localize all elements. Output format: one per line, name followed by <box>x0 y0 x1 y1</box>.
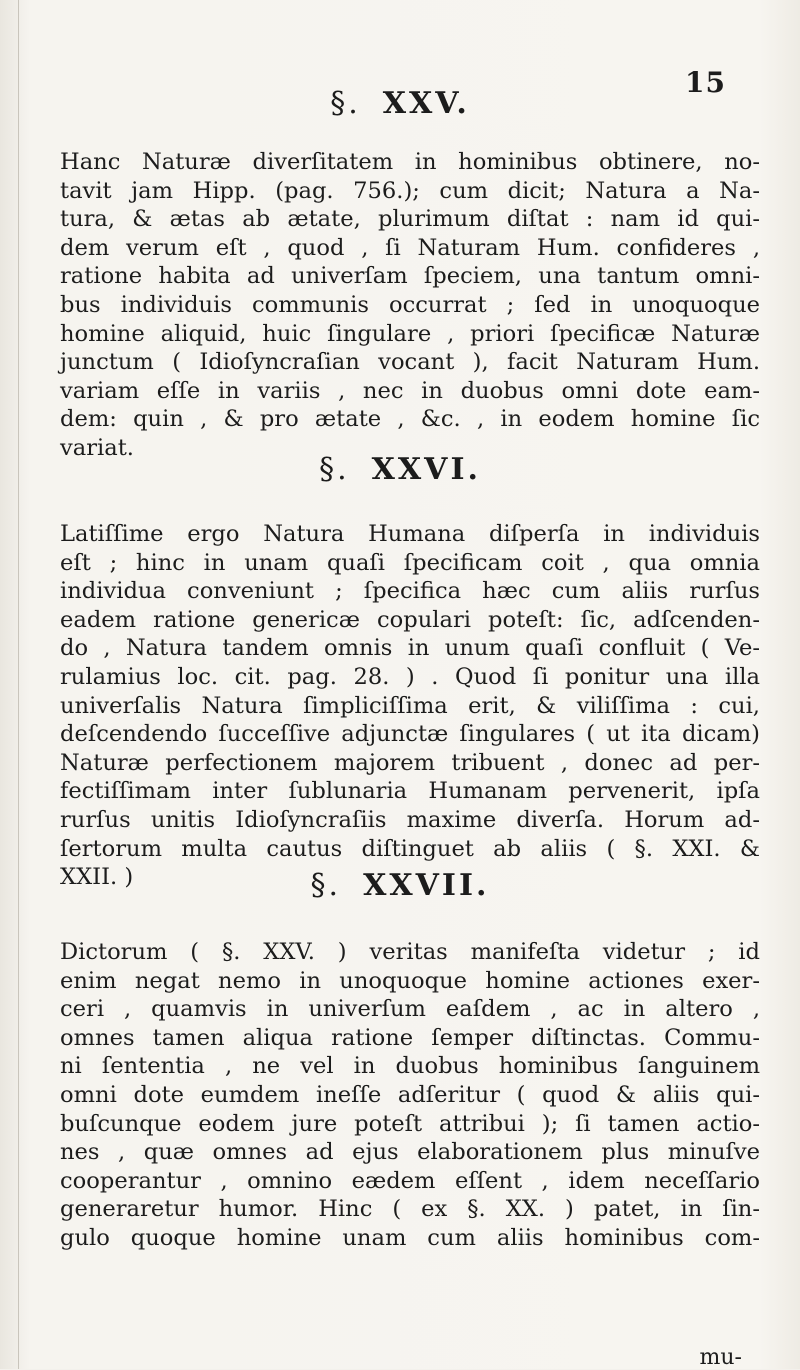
section-heading-xxvi <box>0 452 800 487</box>
text-line: Latiſſime ergo Natura Humana diſperſa in individuis <box>60 521 760 547</box>
text-line: tura, & ætas ab ætate, plurimum diſtat : nam id qui- <box>60 206 760 233</box>
text-line: gulo quoque homine unam cum aliis hominibus com- <box>60 1224 760 1251</box>
text-line: Naturæ perfectionem majorem tribuent , donec ad per- <box>60 749 760 776</box>
text-line: variat. <box>60 434 134 461</box>
text-line: deſcendendo ſucceſſive adjunctæ ſingulares ( ut ita dicam) <box>60 721 760 748</box>
text-line: buſcunque eodem jure poteſt attribui ); ſi tamen actio- <box>60 1110 760 1137</box>
section-heading-xxvii <box>0 868 800 903</box>
text-line: cooperantur , omnino eædem eſſent , idem neceſſario <box>60 1167 760 1194</box>
text-line: enim negat nemo in unoquoque homine actiones exer- <box>60 967 760 994</box>
text-line: rurſus unitis Idioſyncraſiis maxime diverſa. Horum ad- <box>60 806 760 833</box>
section-body-xxvii <box>60 938 760 1253</box>
text-line: tavit jam Hipp. (pag. 756.); cum dicit; Natura a Na- <box>60 177 760 204</box>
text-line: dem verum eſt , quod , ſi Naturam Hum. confideres , <box>60 234 760 261</box>
text-line: fectiſſimam inter ſublunaria Humanam pervenerit, ipſa <box>60 778 760 805</box>
catchword: mu- <box>699 1345 742 1370</box>
text-line: rulamius loc. cit. pag. 28. ) . Quod ſi ponitur una illa <box>60 663 760 690</box>
section-heading-xxv <box>0 86 800 121</box>
text-line: omni dote eumdem ineſſe adſeritur ( quod & aliis qui- <box>60 1081 760 1108</box>
text-line: dem: quin , & pro ætate , &c. , in eodem homine ſic <box>60 406 760 433</box>
section-number: XXVII. <box>363 868 490 903</box>
text-line: individua conveniunt ; ſpecifica hæc cum aliis rurſus <box>60 578 760 605</box>
section-sign: §. <box>310 868 342 903</box>
text-line: ſertorum multa cautus diſtinguet ab aliis ( §. XXI. & <box>60 835 760 862</box>
text-line: homine aliquid, huic ſingulare , priori ſpecificæ Naturæ <box>60 320 760 347</box>
text-line: eſt ; hinc in unam quaſi ſpecificam coit , qua omnia <box>60 549 760 576</box>
text-line: Hanc Naturæ diverſitatem in hominibus obtinere, no- <box>60 149 760 175</box>
text-line: bus individuis communis occurrat ; ſed in unoquoque <box>60 291 760 318</box>
text-line: omnes tamen aliqua ratione ſemper diſtinctas. Commu- <box>60 1024 760 1051</box>
text-line: nes , quæ omnes ad ejus elaborationem plus minuſve <box>60 1139 760 1166</box>
section-number: XXV. <box>382 86 470 121</box>
text-line: Dictorum ( §. XXV. ) veritas manifeſta videtur ; id <box>60 939 760 965</box>
text-line: univerſalis Natura ſimpliciſſima erit, & viliſſima : cui, <box>60 692 760 719</box>
text-line: ratione habita ad univerſam ſpeciem, una tantum omni- <box>60 263 760 290</box>
section-body-xxv <box>60 148 760 463</box>
section-number: XXVI. <box>371 452 481 487</box>
text-line: eadem ratione genericæ copulari poteſt: ſic, adſcenden- <box>60 606 760 633</box>
text-line: XXII. ) <box>60 864 134 891</box>
text-line: ceri , quamvis in univerſum eaſdem , ac in altero , <box>60 996 760 1023</box>
text-line: generaretur humor. Hinc ( ex §. XX. ) patet, in ſin- <box>60 1196 760 1223</box>
text-line: junctum ( Idioſyncraſian vocant ), facit Naturam Hum. <box>60 349 760 376</box>
section-sign: §. <box>319 452 350 487</box>
text-line: do , Natura tandem omnis in unum quaſi confluit ( Ve- <box>60 635 760 662</box>
page-edge-shadow <box>18 0 19 1369</box>
section-sign: §. <box>330 86 361 121</box>
text-line: ni ſententia , ne vel in duobus hominibus ſanguinem <box>60 1053 760 1080</box>
section-body-xxvi <box>60 520 760 892</box>
text-line: variam eſſe in variis , nec in duobus omni dote eam- <box>60 377 760 404</box>
page-number: 15 <box>685 66 726 99</box>
